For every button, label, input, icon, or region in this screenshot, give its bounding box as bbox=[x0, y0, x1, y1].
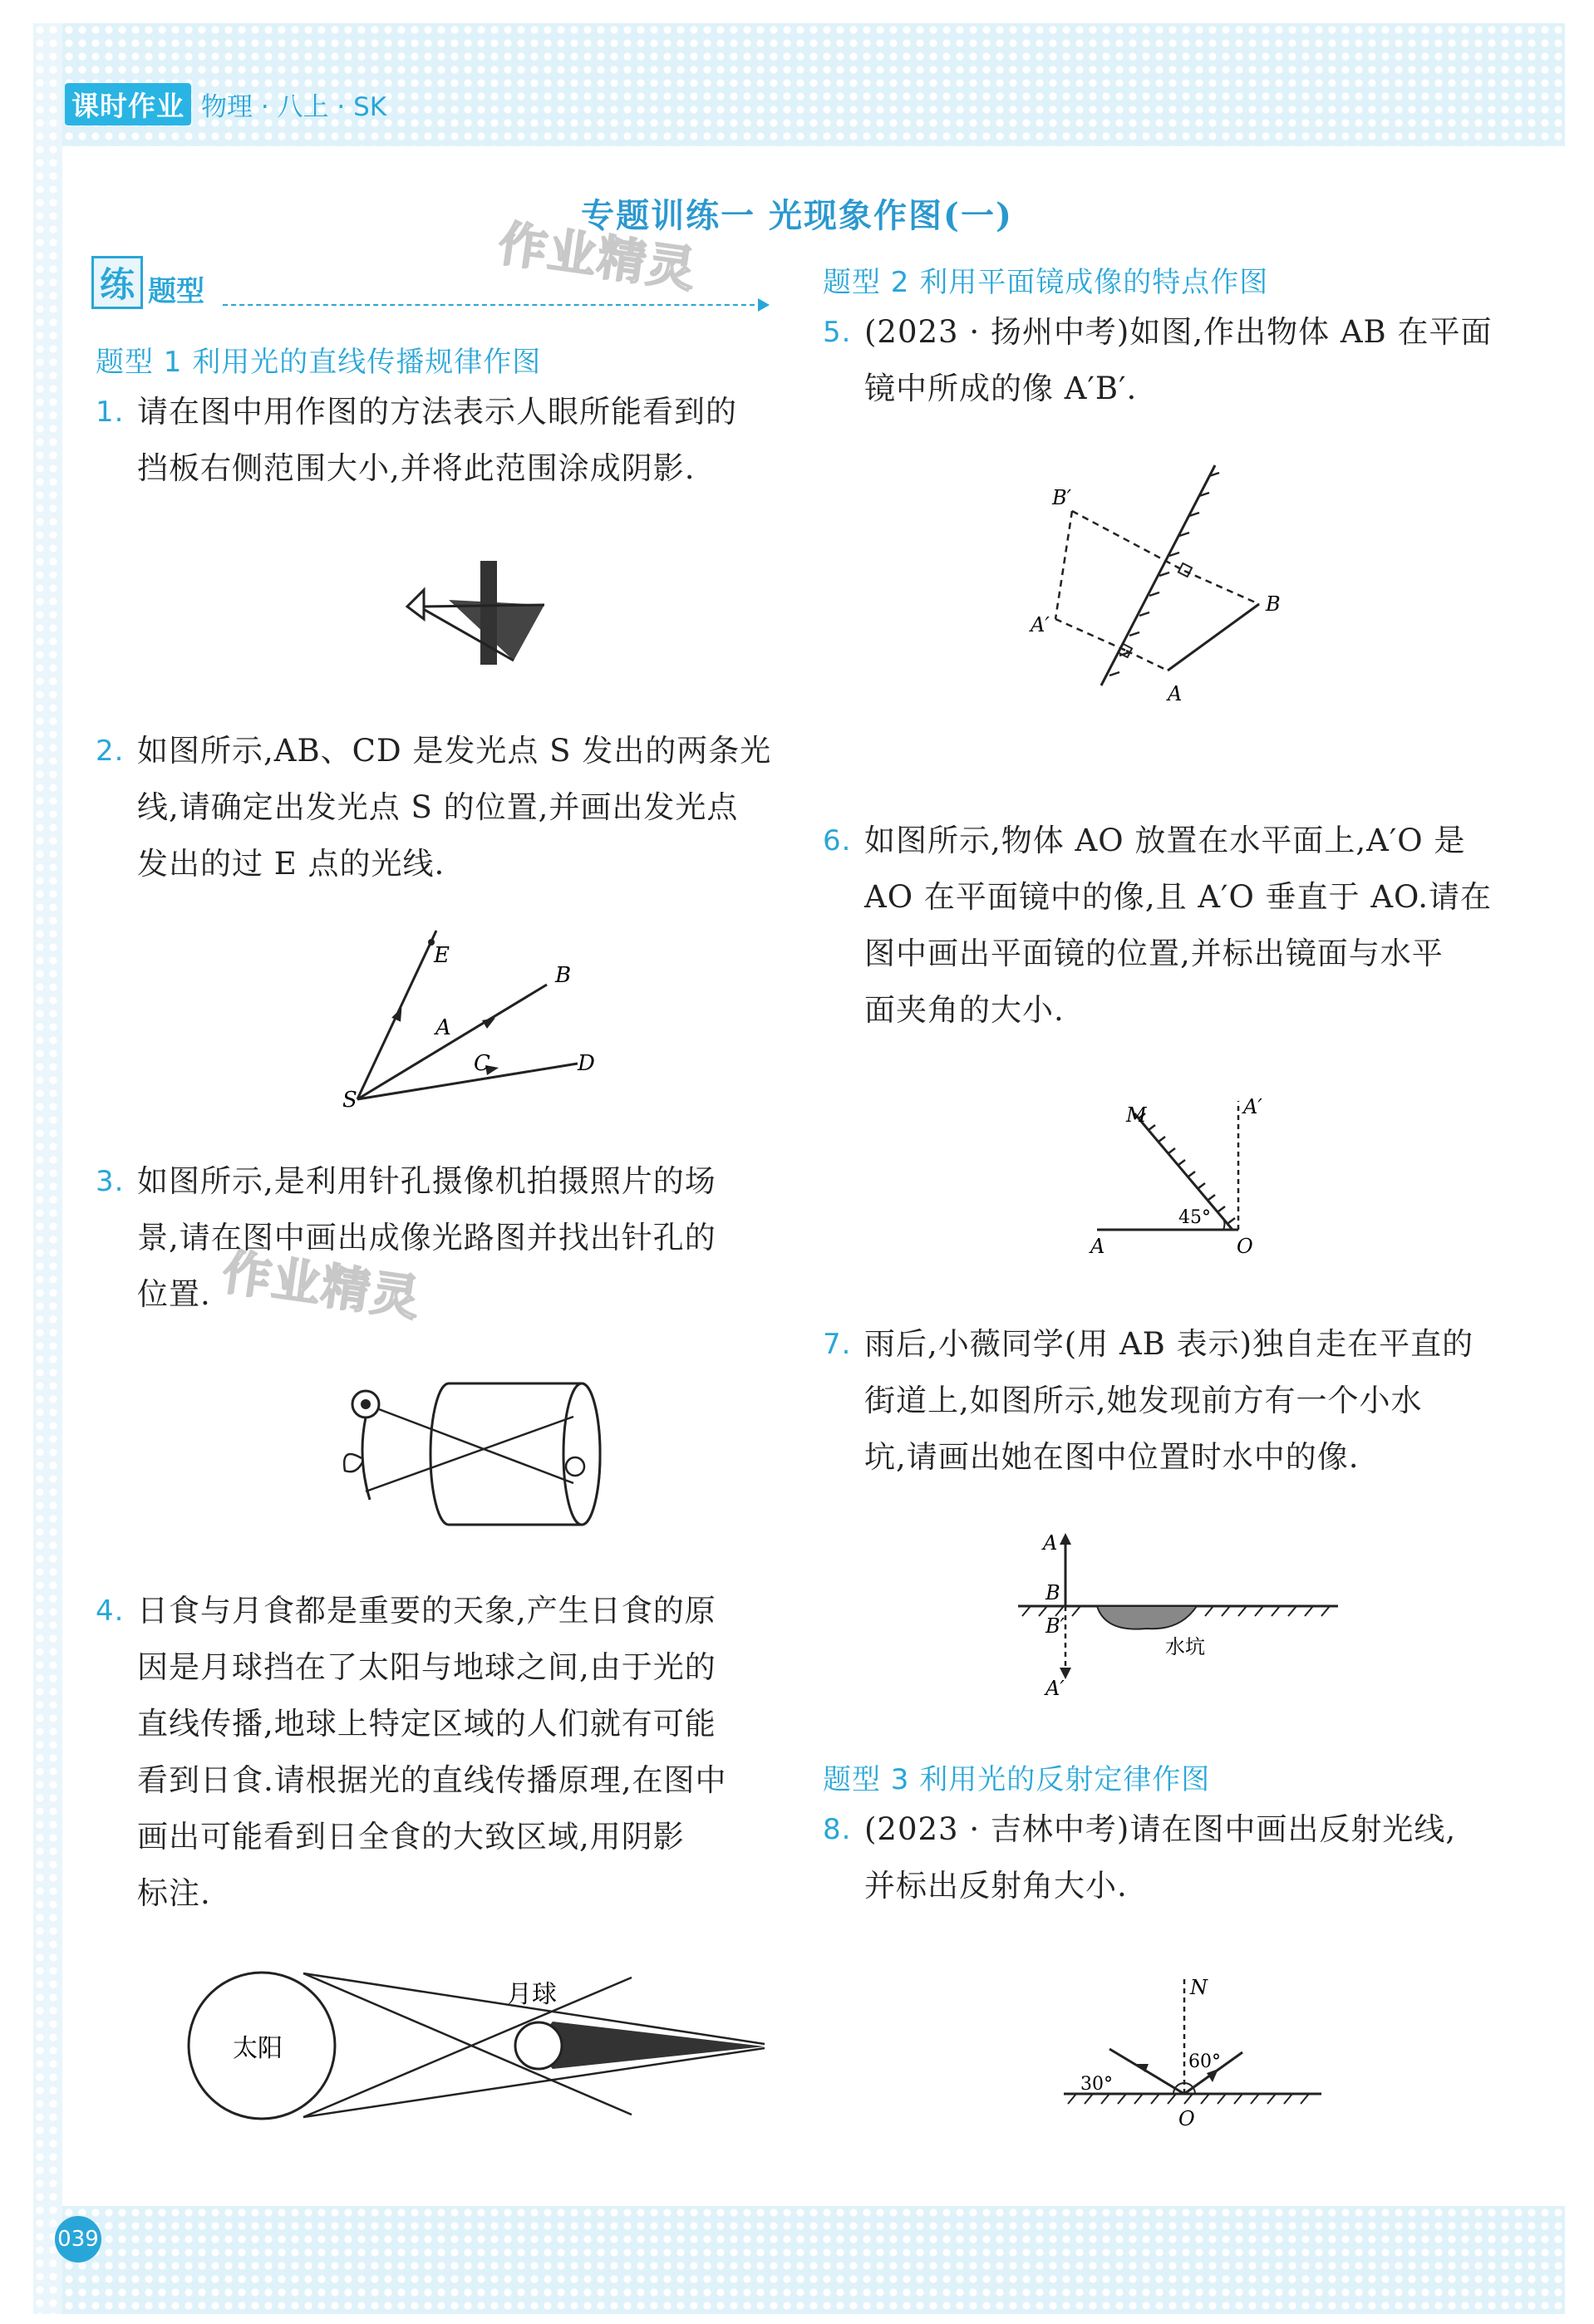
label-b: B bbox=[1045, 1581, 1060, 1604]
question-1 bbox=[96, 384, 737, 497]
flower-center bbox=[361, 1399, 371, 1409]
question-text: 请在图中用作图的方法表示人眼所能看到的 bbox=[137, 394, 737, 430]
section-title: 题型 3 利用光的反射定律作图 bbox=[823, 1763, 1211, 1796]
dashed-line bbox=[1126, 651, 1168, 671]
label-o: O bbox=[1178, 2107, 1195, 2130]
label-c: C bbox=[474, 1051, 490, 1076]
label-a: A bbox=[1043, 1531, 1058, 1555]
angle-30-label: 30° bbox=[1080, 2074, 1113, 2095]
page-header bbox=[65, 83, 386, 125]
question-text: AO 在平面镜中的像,且 A′O 垂直于 AO.请在 bbox=[864, 879, 1492, 915]
camera-back bbox=[563, 1383, 600, 1525]
reflected-ray bbox=[1109, 2049, 1184, 2094]
ray-cd bbox=[357, 1064, 578, 1099]
question-text: 面夹角的大小. bbox=[864, 992, 1065, 1028]
angle-arc bbox=[1223, 1218, 1224, 1230]
question-3 bbox=[96, 1153, 716, 1323]
figure-5 bbox=[1022, 461, 1296, 710]
question-text: 景,请在图中画出成像光路图并找出针孔的 bbox=[137, 1220, 716, 1255]
arrow-icon bbox=[758, 298, 770, 312]
question-text: (2023 · 吉林中考)请在图中画出反射光线, bbox=[864, 1811, 1457, 1847]
question-number: 7. bbox=[823, 1328, 852, 1361]
question-number: 2. bbox=[96, 735, 125, 768]
question-4 bbox=[96, 1583, 727, 1922]
practice-heading bbox=[91, 256, 204, 309]
label-b: B bbox=[555, 963, 572, 988]
puddle-label: 水坑 bbox=[1165, 1635, 1205, 1658]
sun-label: 太阳 bbox=[233, 2034, 283, 2063]
label-s: S bbox=[342, 1088, 357, 1113]
watermark: 作业精灵 bbox=[219, 1243, 425, 1328]
watermark: 作业精灵 bbox=[494, 214, 701, 299]
question-8 bbox=[823, 1801, 1457, 1914]
figure-7 bbox=[1014, 1525, 1346, 1707]
question-text: 日食与月食都是重要的天象,产生日食的原 bbox=[137, 1593, 716, 1629]
ray-ab bbox=[357, 985, 547, 1099]
divider bbox=[223, 304, 763, 306]
sight-line bbox=[419, 605, 544, 607]
label-bp: B′ bbox=[1045, 1614, 1065, 1638]
object-ab bbox=[1168, 604, 1259, 671]
question-text: 如图所示,AB、CD 是发光点 S 发出的两条光 bbox=[137, 733, 772, 769]
label-e: E bbox=[434, 943, 450, 968]
figure-4 bbox=[183, 1961, 781, 2127]
left-margin-band bbox=[33, 23, 62, 2314]
question-6 bbox=[823, 813, 1492, 1039]
section-title: 题型 1 利用光的直线传播规律作图 bbox=[96, 346, 542, 379]
puddle-shape bbox=[1097, 1606, 1197, 1629]
arrow-icon bbox=[482, 1018, 495, 1029]
figure-1 bbox=[399, 548, 565, 673]
practice-label: 题型 bbox=[148, 275, 204, 308]
page-title: 专题训练一 光现象作图(一) bbox=[581, 196, 1013, 235]
label-ap: A′ bbox=[1031, 613, 1050, 636]
label-a: A bbox=[1090, 1235, 1105, 1258]
question-2 bbox=[96, 723, 772, 892]
angle-label: 45° bbox=[1178, 1207, 1211, 1228]
flower-image-icon bbox=[566, 1457, 584, 1476]
question-text: 看到日食.请根据光的直线传播原理,在图中 bbox=[137, 1762, 727, 1798]
leaf-icon bbox=[344, 1454, 362, 1472]
page-number: 039 bbox=[55, 2216, 101, 2263]
label-ap: A′ bbox=[1045, 1677, 1065, 1700]
moon-circle bbox=[515, 2022, 562, 2069]
question-text: 雨后,小薇同学(用 AB 表示)独自走在平直的 bbox=[864, 1326, 1474, 1362]
footer-dot-band bbox=[62, 2206, 1565, 2314]
question-7 bbox=[823, 1316, 1474, 1486]
label-bp: B′ bbox=[1052, 486, 1072, 509]
question-5 bbox=[823, 304, 1493, 417]
label-m: M bbox=[1126, 1103, 1147, 1127]
label-ap: A′ bbox=[1243, 1095, 1262, 1118]
moon-label: 月球 bbox=[507, 1980, 557, 2009]
question-text: 镜中所成的像 A′B′. bbox=[864, 371, 1138, 406]
question-text: 坑,请画出她在图中位置时水中的像. bbox=[864, 1439, 1360, 1475]
question-number: 8. bbox=[823, 1813, 852, 1846]
question-text: 画出可能看到日全食的大致区域,用阴影 bbox=[137, 1819, 685, 1855]
label-o: O bbox=[1237, 1235, 1253, 1258]
figure-2 bbox=[332, 906, 615, 1113]
question-text: 直线传播,地球上特定区域的人们就有可能 bbox=[137, 1706, 716, 1742]
series-logo: 课时作业 bbox=[65, 83, 191, 125]
question-text: 因是月球挡在了太阳与地球之间,由于光的 bbox=[137, 1649, 716, 1685]
question-number: 4. bbox=[96, 1594, 125, 1628]
angle-60-label: 60° bbox=[1188, 2051, 1221, 2072]
figure-8 bbox=[1055, 1969, 1338, 2135]
question-number: 1. bbox=[96, 396, 125, 429]
figure-3 bbox=[332, 1367, 607, 1541]
question-text: 如图所示,是利用针孔摄像机拍摄照片的场 bbox=[137, 1163, 716, 1199]
question-text: 如图所示,物体 AO 放置在水平面上,A′O 是 bbox=[864, 823, 1466, 858]
section-title: 题型 2 利用平面镜成像的特点作图 bbox=[823, 266, 1269, 299]
eye-icon bbox=[407, 590, 424, 619]
dashed-line bbox=[1184, 571, 1259, 604]
question-text: 发出的过 E 点的光线. bbox=[137, 846, 445, 882]
question-text: 挡板右侧范围大小,并将此范围涂成阴影. bbox=[137, 450, 696, 486]
question-number: 6. bbox=[823, 824, 852, 857]
question-text: 图中画出平面镜的位置,并标出镜面与水平 bbox=[864, 936, 1444, 971]
question-text: 标注. bbox=[137, 1875, 211, 1911]
label-a: A bbox=[435, 1015, 451, 1040]
label-d: D bbox=[578, 1051, 595, 1076]
label-a: A bbox=[1168, 682, 1183, 705]
question-text: 位置. bbox=[137, 1276, 211, 1312]
question-text: 并标出反射角大小. bbox=[864, 1868, 1128, 1904]
question-text: 街道上,如图所示,她发现前方有一个小水 bbox=[864, 1383, 1423, 1418]
question-text: (2023 · 扬州中考)如图,作出物体 AB 在平面 bbox=[864, 314, 1493, 350]
mirror-hatch bbox=[1068, 2094, 1309, 2104]
practice-box: 练 bbox=[91, 256, 143, 309]
label-b: B bbox=[1266, 592, 1281, 616]
flower-stem bbox=[362, 1417, 370, 1500]
question-number: 3. bbox=[96, 1165, 125, 1198]
right-angle-mark bbox=[1178, 563, 1192, 577]
question-text: 线,请确定出发光点 S 的位置,并画出发光点 bbox=[137, 789, 739, 825]
figure-6 bbox=[1080, 1088, 1296, 1258]
arrow-icon bbox=[1060, 1533, 1071, 1545]
label-n: N bbox=[1190, 1976, 1208, 1999]
question-number: 5. bbox=[823, 316, 852, 349]
dashed-line bbox=[1055, 619, 1126, 651]
umbra-shade bbox=[532, 2022, 765, 2069]
dashed-line bbox=[1072, 511, 1184, 571]
dashed-line bbox=[1055, 511, 1072, 619]
subject-label: 物理 · 八上 · SK bbox=[201, 92, 387, 122]
